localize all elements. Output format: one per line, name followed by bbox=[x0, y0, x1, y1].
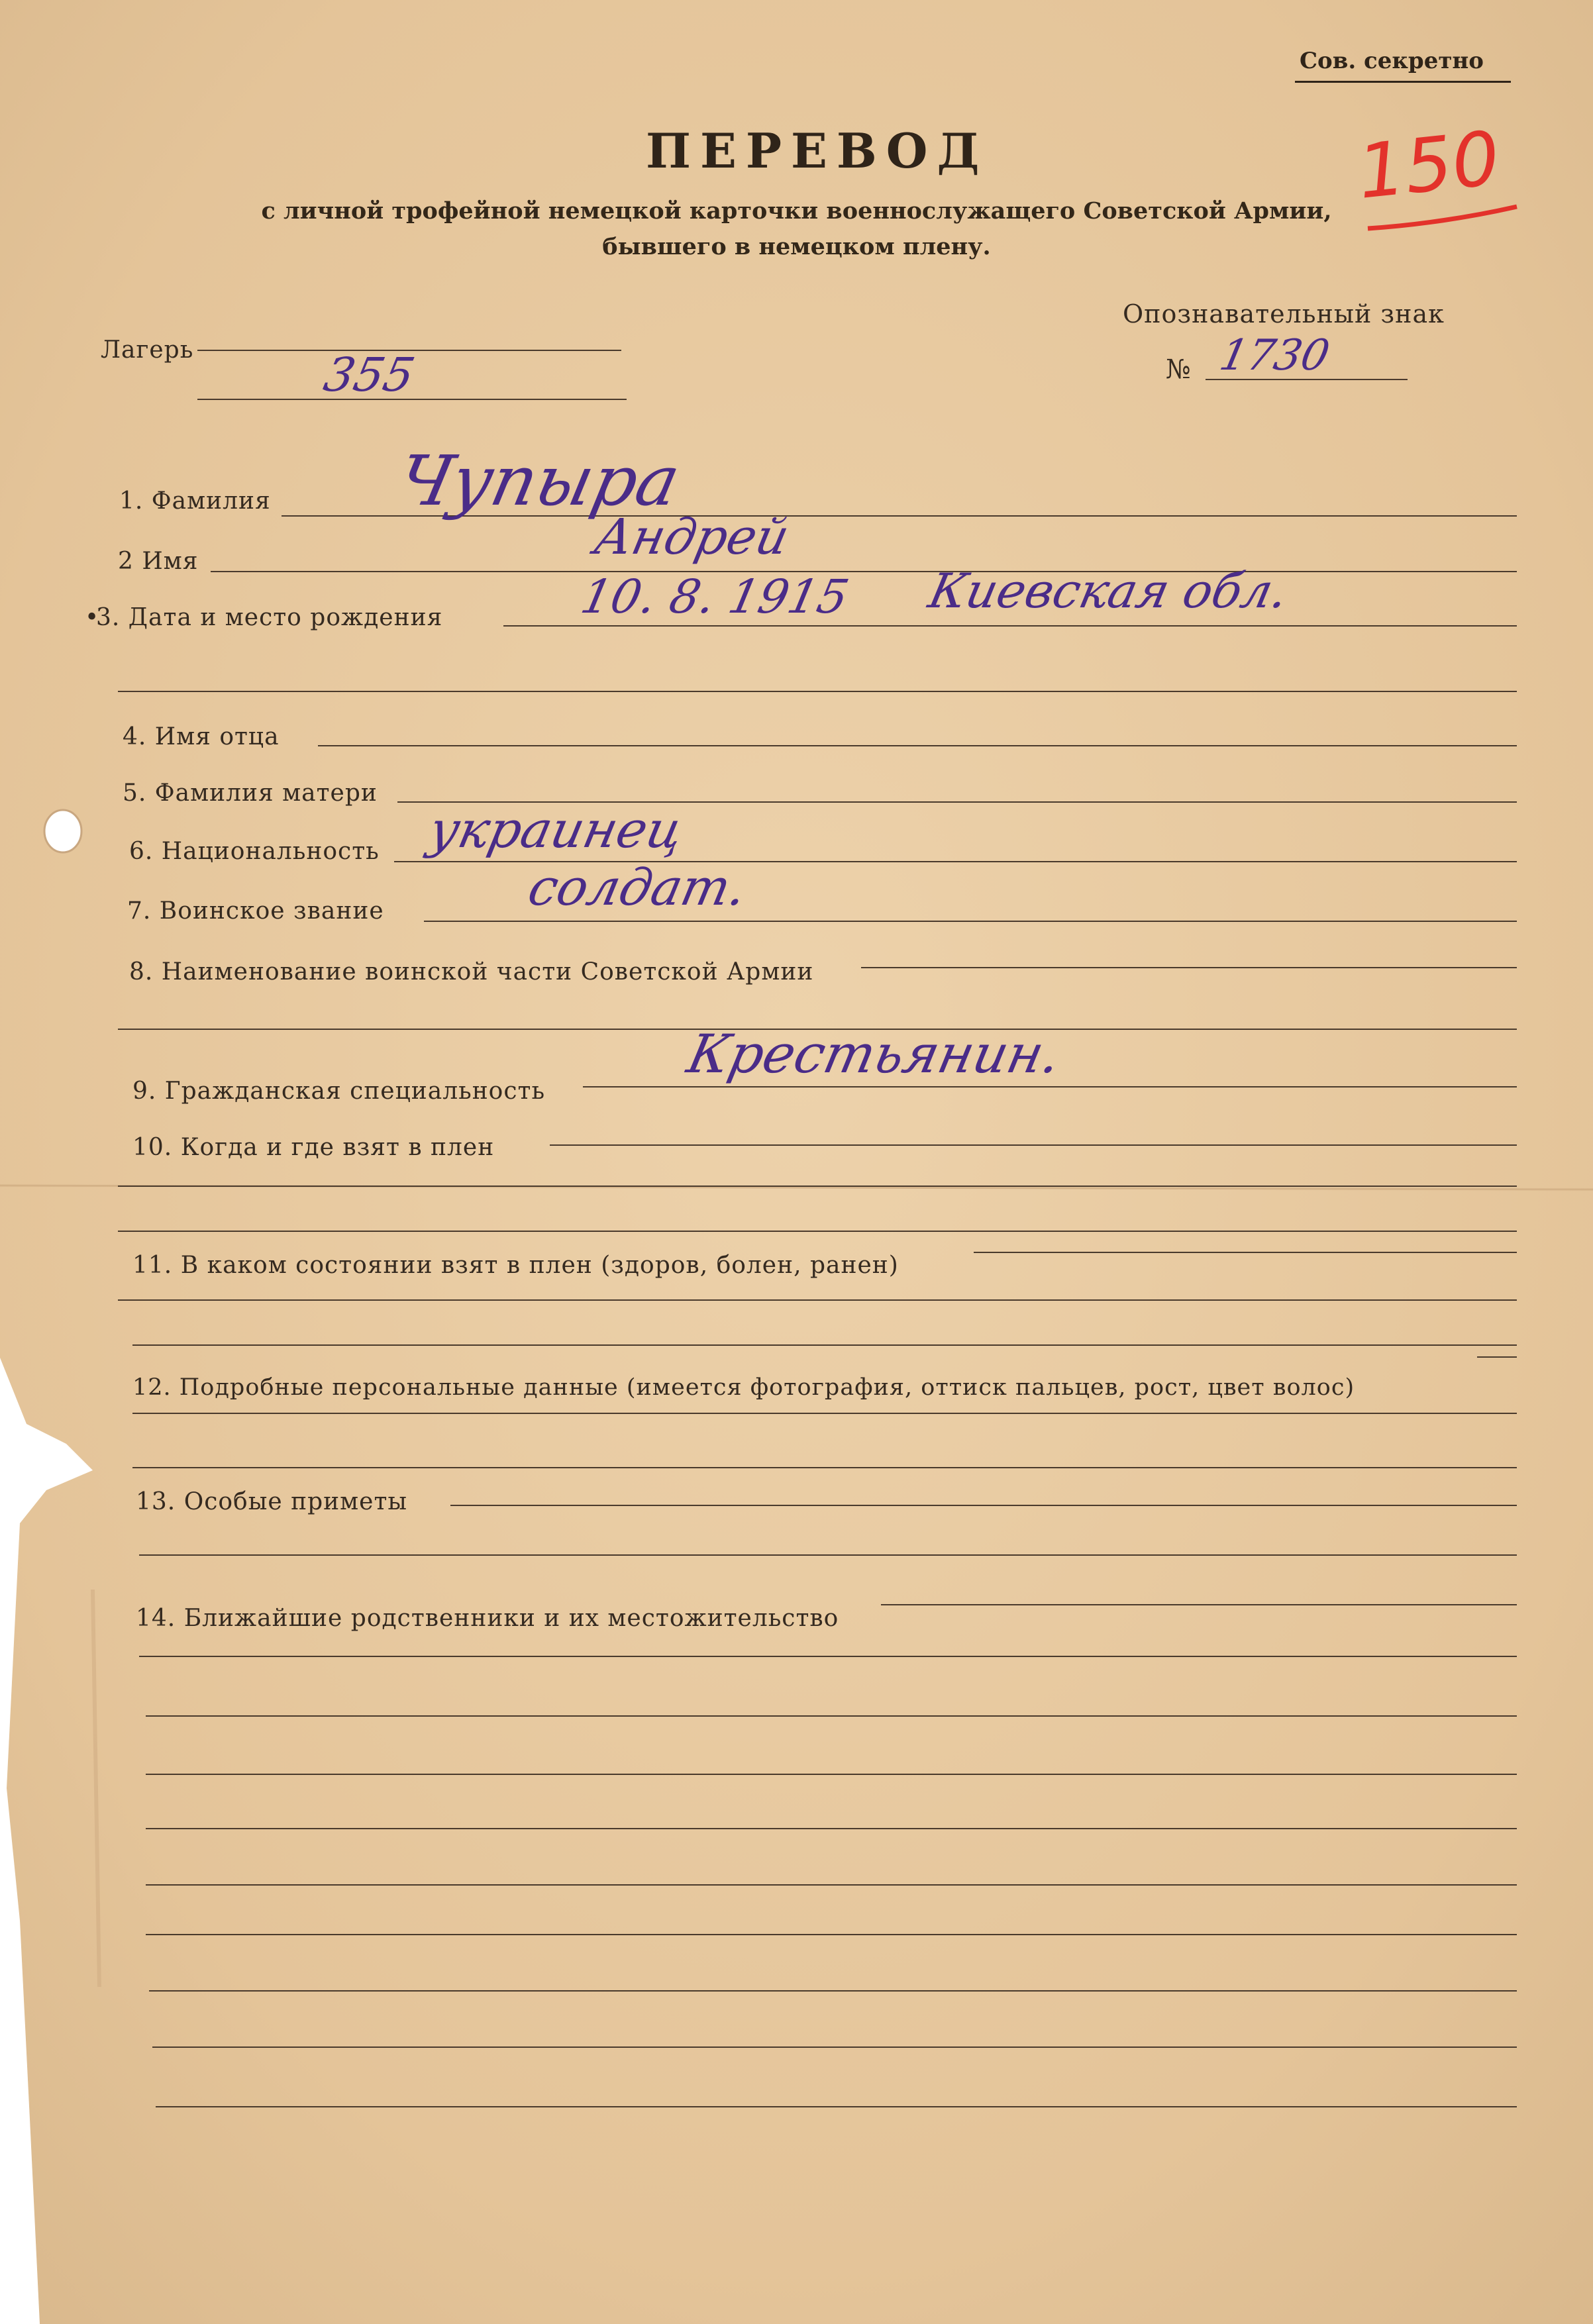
camp-line-2 bbox=[197, 399, 627, 400]
field-label-nationality: 6. Национальность bbox=[129, 838, 380, 865]
field-label-condition: 11. В каком состоянии взят в плен (здоров, болен, ранен) bbox=[132, 1252, 899, 1279]
field-label-name: 2 Имя bbox=[118, 548, 199, 575]
field-value-birth-place: Киевская обл. bbox=[924, 563, 1294, 619]
field-line-relatives-3 bbox=[146, 1715, 1517, 1717]
field-value-rank: солдат. bbox=[523, 858, 752, 917]
field-value-nationality: украинец bbox=[424, 800, 689, 859]
field-line-unit bbox=[861, 967, 1517, 968]
subtitle-line-2: бывшего в немецком плену. bbox=[602, 233, 991, 260]
field-bullet: • bbox=[85, 604, 100, 631]
field-line-features-2 bbox=[139, 1554, 1517, 1556]
field-value-birth-date: 10. 8. 1915 bbox=[576, 570, 854, 624]
field-value-name: Андрей bbox=[590, 509, 794, 566]
field-value-profession: Крестьянин. bbox=[682, 1023, 1066, 1085]
camp-value: 355 bbox=[319, 348, 420, 402]
id-mark-label: Опознавательный знак bbox=[1123, 299, 1445, 328]
field-line-relatives-9 bbox=[152, 2046, 1517, 2048]
field-line-birth-2 bbox=[118, 691, 1517, 692]
field-line-personal-data-3 bbox=[132, 1467, 1517, 1468]
field-line-relatives bbox=[881, 1604, 1517, 1605]
classification-underline bbox=[1295, 81, 1511, 83]
field-line-condition-2 bbox=[118, 1299, 1517, 1301]
field-line-relatives-4 bbox=[146, 1774, 1517, 1775]
field-line-personal-data bbox=[1477, 1356, 1517, 1358]
field-label-unit: 8. Наименование воинской части Советской Армии bbox=[129, 958, 814, 985]
field-line-relatives-6 bbox=[146, 1884, 1517, 1886]
red-pencil-number: 150 bbox=[1353, 115, 1504, 216]
field-line-name bbox=[211, 571, 1517, 572]
field-label-father: 4. Имя отца bbox=[123, 723, 280, 750]
field-label-mother: 5. Фамилия матери bbox=[123, 780, 378, 807]
field-line-father bbox=[318, 745, 1517, 746]
field-line-features bbox=[450, 1505, 1517, 1506]
subtitle-line-1: с личной трофейной немецкой карточки военнослужащего Советской Армии, bbox=[261, 197, 1332, 225]
field-line-relatives-8 bbox=[149, 1990, 1517, 1992]
field-line-condition-3 bbox=[132, 1344, 1517, 1346]
field-label-rank: 7. Воинское звание bbox=[127, 897, 384, 925]
field-line-personal-data-2 bbox=[132, 1413, 1517, 1414]
field-label-features: 13. Особые приметы bbox=[136, 1488, 408, 1515]
field-line-relatives-5 bbox=[146, 1828, 1517, 1829]
id-number-sign: № bbox=[1166, 354, 1192, 385]
field-line-relatives-7 bbox=[146, 1934, 1517, 1935]
field-line-profession bbox=[583, 1086, 1517, 1087]
field-line-condition bbox=[974, 1252, 1517, 1253]
id-mark-value: 1730 bbox=[1215, 331, 1334, 380]
field-label-surname: 1. Фамилия bbox=[119, 487, 271, 515]
field-line-captured bbox=[550, 1144, 1517, 1146]
field-label-profession: 9. Гражданская специальность bbox=[132, 1078, 546, 1105]
classification-mark: Сов. секретно bbox=[1300, 48, 1484, 74]
field-line-captured-3 bbox=[118, 1231, 1517, 1232]
field-line-relatives-2 bbox=[139, 1656, 1517, 1657]
field-line-birth bbox=[503, 625, 1517, 627]
document-title: ПЕРЕВОД bbox=[646, 123, 989, 179]
field-value-surname: Чупыра bbox=[391, 440, 687, 521]
field-line-rank bbox=[424, 921, 1517, 922]
field-label-captured: 10. Когда и где взят в плен bbox=[132, 1134, 495, 1161]
field-label-relatives: 14. Ближайшие родственники и их местожительство bbox=[136, 1605, 839, 1632]
camp-label: Лагерь bbox=[101, 336, 194, 364]
field-label-personal-data: 12. Подробные персональные данные (имеется фотография, оттиск пальцев, рост, цвет волос) bbox=[132, 1374, 1355, 1401]
field-line-relatives-10 bbox=[156, 2106, 1517, 2107]
field-line-captured-2 bbox=[118, 1186, 1517, 1187]
field-label-birth: 3. Дата и место рождения bbox=[96, 604, 443, 631]
